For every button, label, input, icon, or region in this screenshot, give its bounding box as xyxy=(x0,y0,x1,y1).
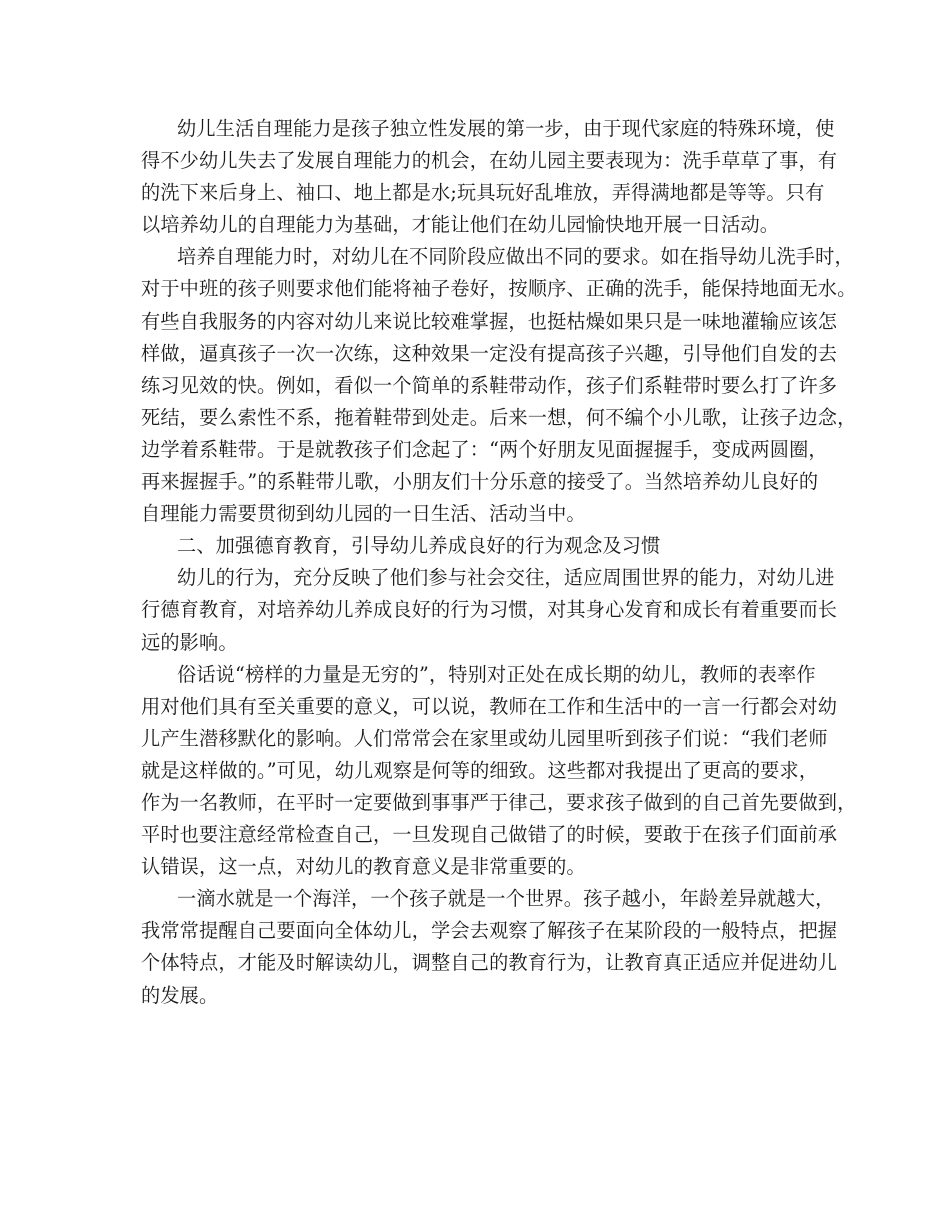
text-line: 平时也要注意经常检查自己，一旦发现自己做错了的时候，要敢于在孩子们面前承 xyxy=(141,823,838,847)
text-line: 自理能力需要贯彻到幼儿园的一日生活、活动当中。 xyxy=(141,502,586,526)
section-heading-moral-education xyxy=(141,530,827,562)
text-line: 幼儿生活自理能力是孩子独立性发展的第一步，由于现代家庭的特殊环境，使 xyxy=(177,117,835,140)
paragraph-behavior xyxy=(141,562,838,658)
text-line: 对于中班的孩子则要求他们能将袖子卷好，按顺序、正确的洗手，能保持地面无水。 xyxy=(141,277,857,301)
paragraph-individual-differences xyxy=(141,883,838,1011)
text-line: 个体特点，才能及时解读幼儿，调整自己的教育行为，让教育真正适应并促进幼儿 xyxy=(141,951,838,975)
text-line: 行德育教育，对培养幼儿养成良好的行为习惯，对其身心发育和成长有着重要而长 xyxy=(141,598,838,622)
text-line: 认错误，这一点，对幼儿的教育意义是非常重要的。 xyxy=(141,855,586,879)
text-line: 得不少幼儿失去了发展自理能力的机会，在幼儿园主要表现为：洗手草草了事，有 xyxy=(141,149,838,173)
text-line: 我常常提醒自己要面向全体幼儿，学会去观察了解孩子在某阶段的一般特点，把握 xyxy=(141,919,838,943)
text-line: 以培养幼儿的自理能力为基础，才能让他们在幼儿园愉快地开展一日活动。 xyxy=(141,213,780,237)
text-line: 的发展。 xyxy=(141,983,219,1007)
paragraph-role-model xyxy=(141,659,857,884)
text-line: 练习见效的快。例如，看似一个简单的系鞋带动作，孩子们系鞋带时要么打了许多 xyxy=(141,373,838,397)
document-body xyxy=(141,113,857,1012)
text-line: 再来握握手。”的系鞋带儿歌，小朋友们十分乐意的接受了。当然培养幼儿良好的 xyxy=(141,470,819,494)
text-line: 培养自理能力时，对幼儿在不同阶段应做出不同的要求。如在指导幼儿洗手时， xyxy=(177,245,854,269)
text-line: 边学着系鞋带。于是就教孩子们念起了：“两个好朋友见面握握手，变成两圆圈， xyxy=(141,437,828,461)
text-line: 用对他们具有至关重要的意义，可以说，教师在工作和生活中的一言一行都会对幼 xyxy=(141,694,838,718)
text-line: 二、加强德育教育，引导幼儿养成良好的行为观念及习惯 xyxy=(177,534,661,558)
text-line: 样做，逼真孩子一次一次练，这种效果一定没有提高孩子兴趣，引导他们自发的去 xyxy=(141,341,838,365)
text-line: 有些自我服务的内容对幼儿来说比较难掌握，也挺枯燥如果只是一味地灌输应该怎 xyxy=(141,309,838,333)
paragraph-self-care-intro xyxy=(141,113,838,241)
text-line: 儿产生潜移默化的影响。人们常常会在家里或幼儿园里听到孩子们说：“我们老师 xyxy=(141,726,828,750)
text-line: 一滴水就是一个海洋，一个孩子就是一个世界。孩子越小，年龄差异就越大， xyxy=(177,887,835,911)
text-line: 俗话说“榜样的力量是无穷的”，特别对正处在成长期的幼儿，教师的表率作 xyxy=(177,662,816,686)
text-line: 就是这样做的。”可见，幼儿观察是何等的细致。这些都对我提出了更高的要求， xyxy=(141,758,819,782)
text-line: 远的影响。 xyxy=(141,630,238,654)
text-line: 作为一名教师，在平时一定要做到事事严于律己，要求孩子做到的自己首先要做到， xyxy=(141,790,857,814)
text-line: 幼儿的行为，充分反映了他们参与社会交往，适应周围世界的能力，对幼儿进 xyxy=(177,566,835,590)
text-line: 的洗下来后身上、袖口、地上都是水;玩具玩好乱堆放，弄得满地都是等等。只有 xyxy=(141,181,825,205)
paragraph-self-care-training xyxy=(141,241,857,530)
text-line: 死结，要么索性不系，拖着鞋带到处走。后来一想，何不编个小儿歌，让孩子边念， xyxy=(141,405,857,429)
